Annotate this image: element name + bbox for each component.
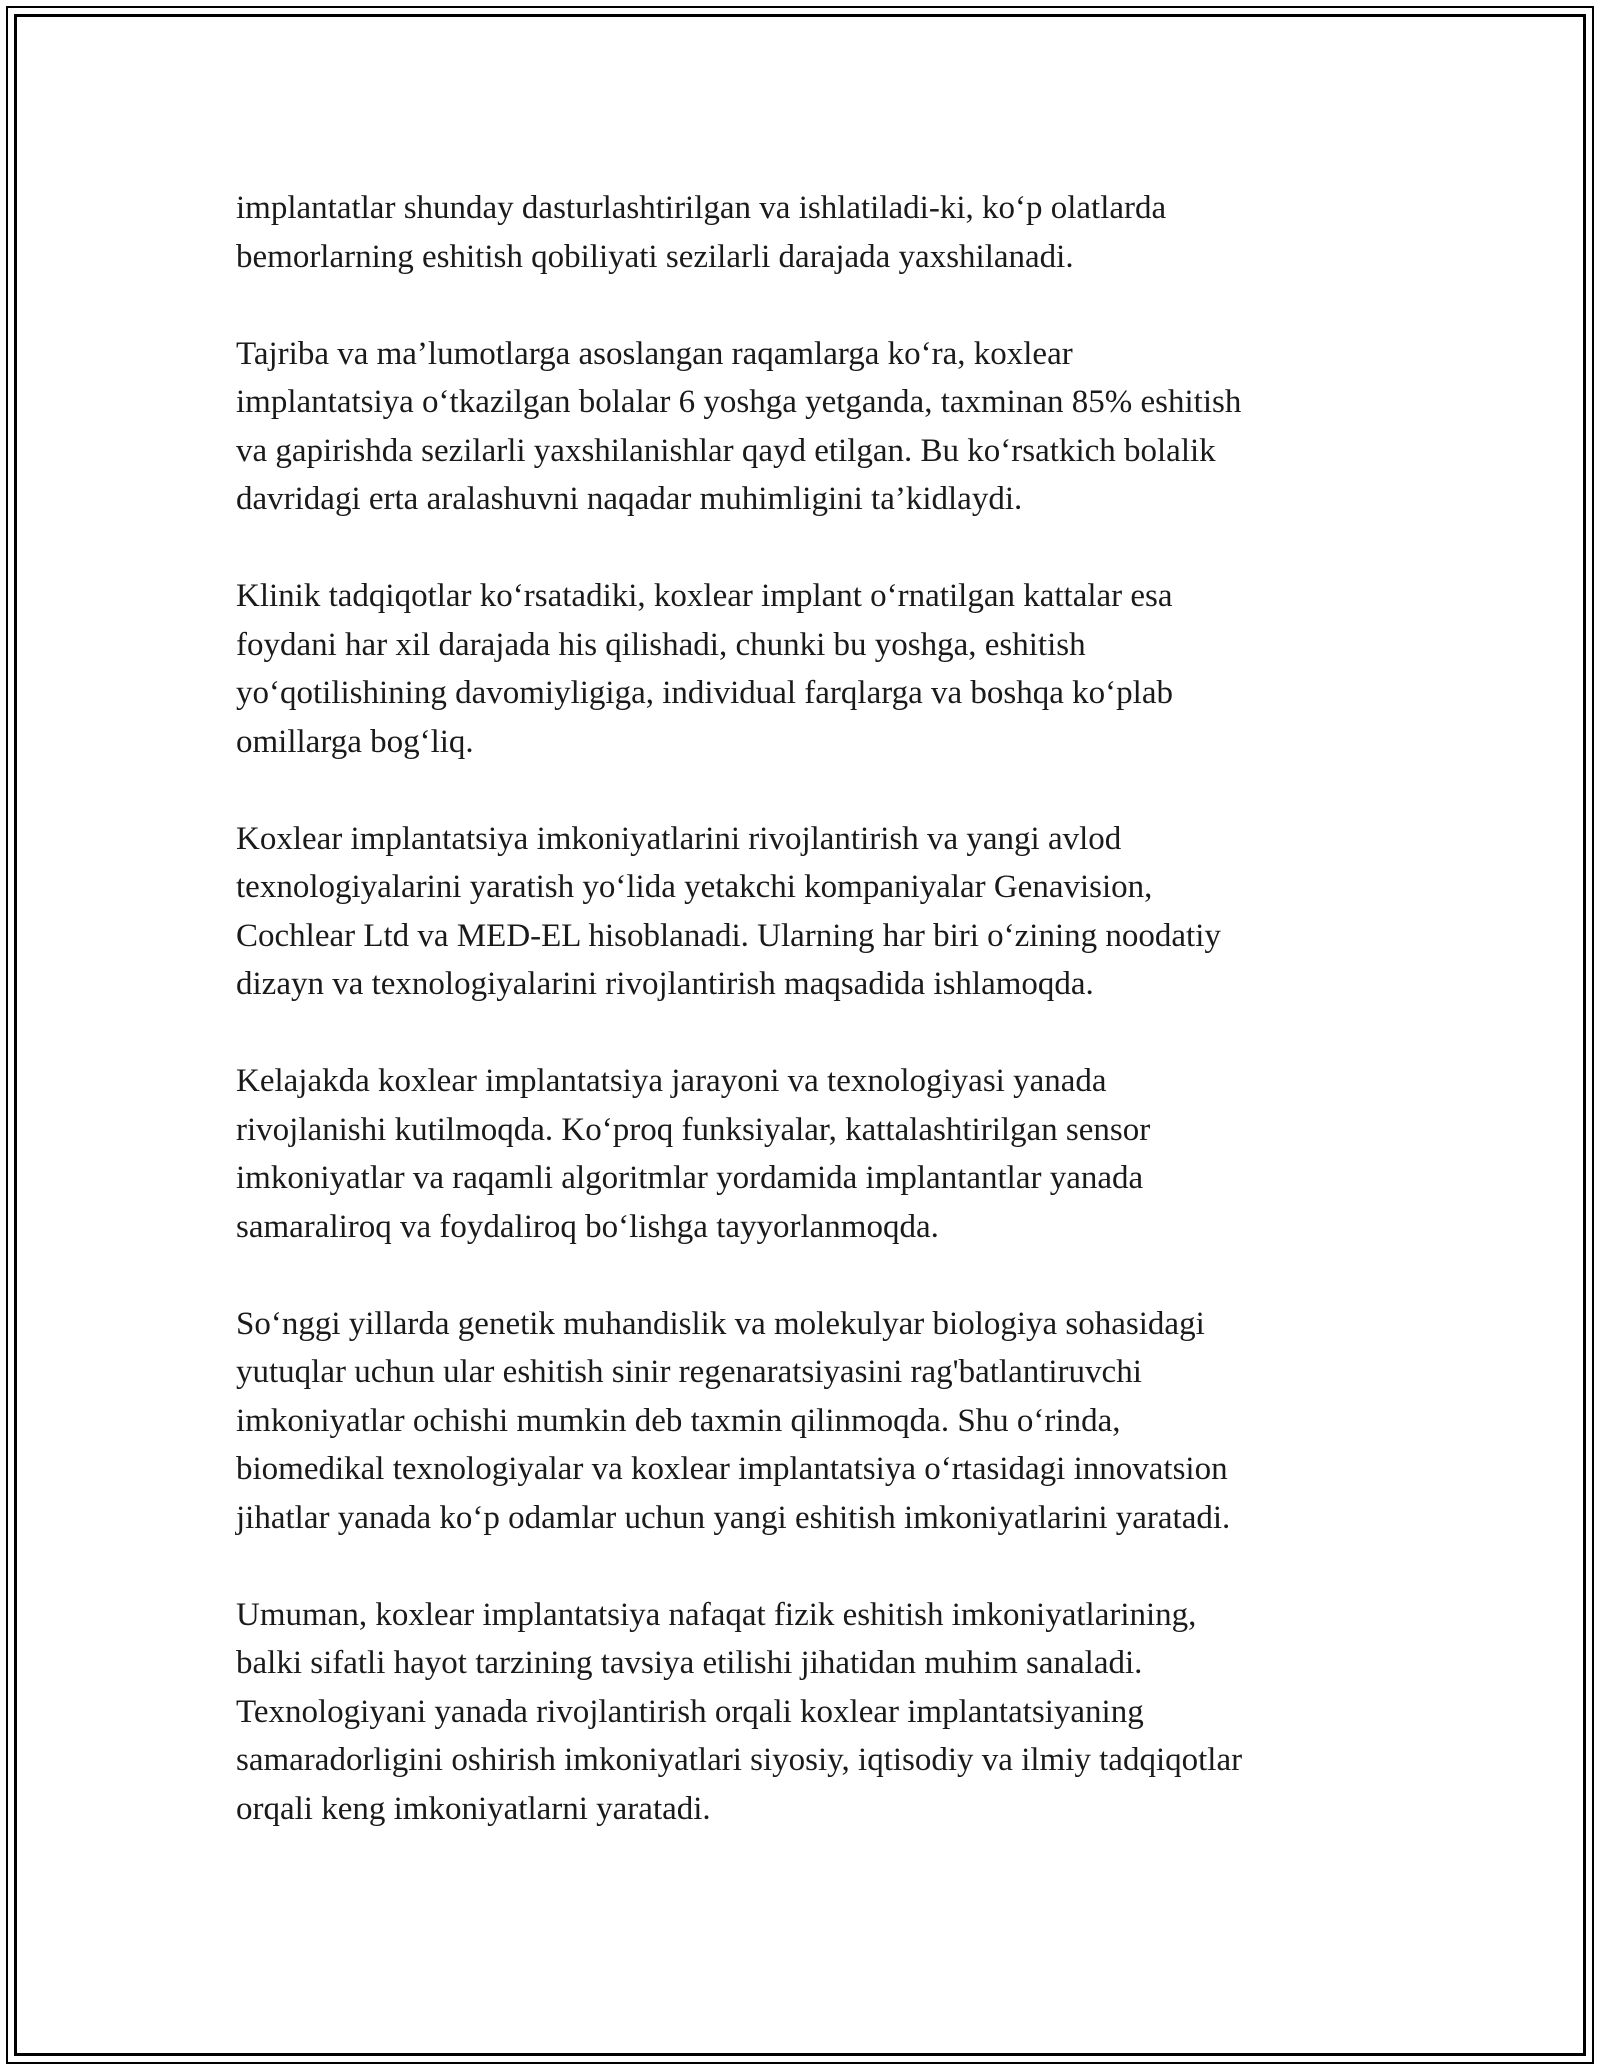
- paragraph-1: implantatlar shunday dasturlashtirilgan va ishlatiladi-ki, ko‘p olatlarda bemorlarning eshitish qobiliyati sezilarli darajada yaxshilanadi.: [236, 190, 1167, 275]
- paragraph-5: Kelajakda koxlear implantatsiya jarayoni va texnologiyasi yanada rivojlanishi kutilmoqda. Ko‘proq funksiyalar, kattalashtirilgan sensor imkoniyatlar va raqamli algoritmlar yordamida implantantlar yanada samaraliroq va foydaliroq bo‘lishga tayyorlanmoqda.: [236, 1063, 1151, 1245]
- paragraph-7: Umuman, koxlear implantatsiya nafaqat fizik eshitish imkoniyatlarining, balki sifatli hayot tarzining tavsiya etilishi jihatidan muhim sanaladi. Texnologiyani yanada rivojlantirish orqali koxlear implantatsiyaning samaradorligini oshirish imkoniyatlari siyosiy, iqtisodiy va ilmiy tadqiqotlar orqali keng imkoniyatlarni yaratadi.: [236, 1596, 1243, 1827]
- paragraph-6: So‘nggi yillarda genetik muhandislik va molekulyar biologiya sohasidagi yutuqlar uchun ular eshitish sinir regenaratsiyasini rag'batlantiruvchi imkoniyatlar ochishi mumkin deb taxmin qilinmoqda. Shu o‘rinda, biomedikal texnologiyalar va koxlear implantatsiya o‘rtasidagi innovatsion jihatlar yanada ko‘p odamlar uchun yangi eshitish imkoniyatlarini yaratadi.: [236, 1305, 1231, 1536]
- document-body: [236, 184, 1376, 1882]
- paragraph-3: Klinik tadqiqotlar ko‘rsatadiki, koxlear implant o‘rnatilgan kattalar esa foydani har xil darajada his qilishadi, chunki bu yoshga, eshitish yo‘qotilishining davomiyligiga, individual farqlarga va boshqa ko‘plab omillarga bog‘liq.: [236, 578, 1173, 760]
- paragraph-2: Tajriba va ma’lumotlarga asoslangan raqamlarga ko‘ra, koxlear implantatsiya o‘tkazilgan bolalar 6 yoshga yetganda, taxminan 85% eshitish va gapirishda sezilarli yaxshilanishlar qayd etilgan. Bu ko‘rsatkich bolalik davridagi erta aralashuvni naqadar muhimligini ta’kidlaydi.: [236, 335, 1242, 517]
- paragraph-4: Koxlear implantatsiya imkoniyatlarini rivojlantirish va yangi avlod texnologiyalarini yaratish yo‘lida yetakchi kompaniyalar Genavision, Cochlear Ltd va MED-EL hisoblanadi. Ularning har biri o‘zining noodatiy dizayn va texnologiyalarini rivojlantirish maqsadida ishlamoqda.: [236, 820, 1221, 1002]
